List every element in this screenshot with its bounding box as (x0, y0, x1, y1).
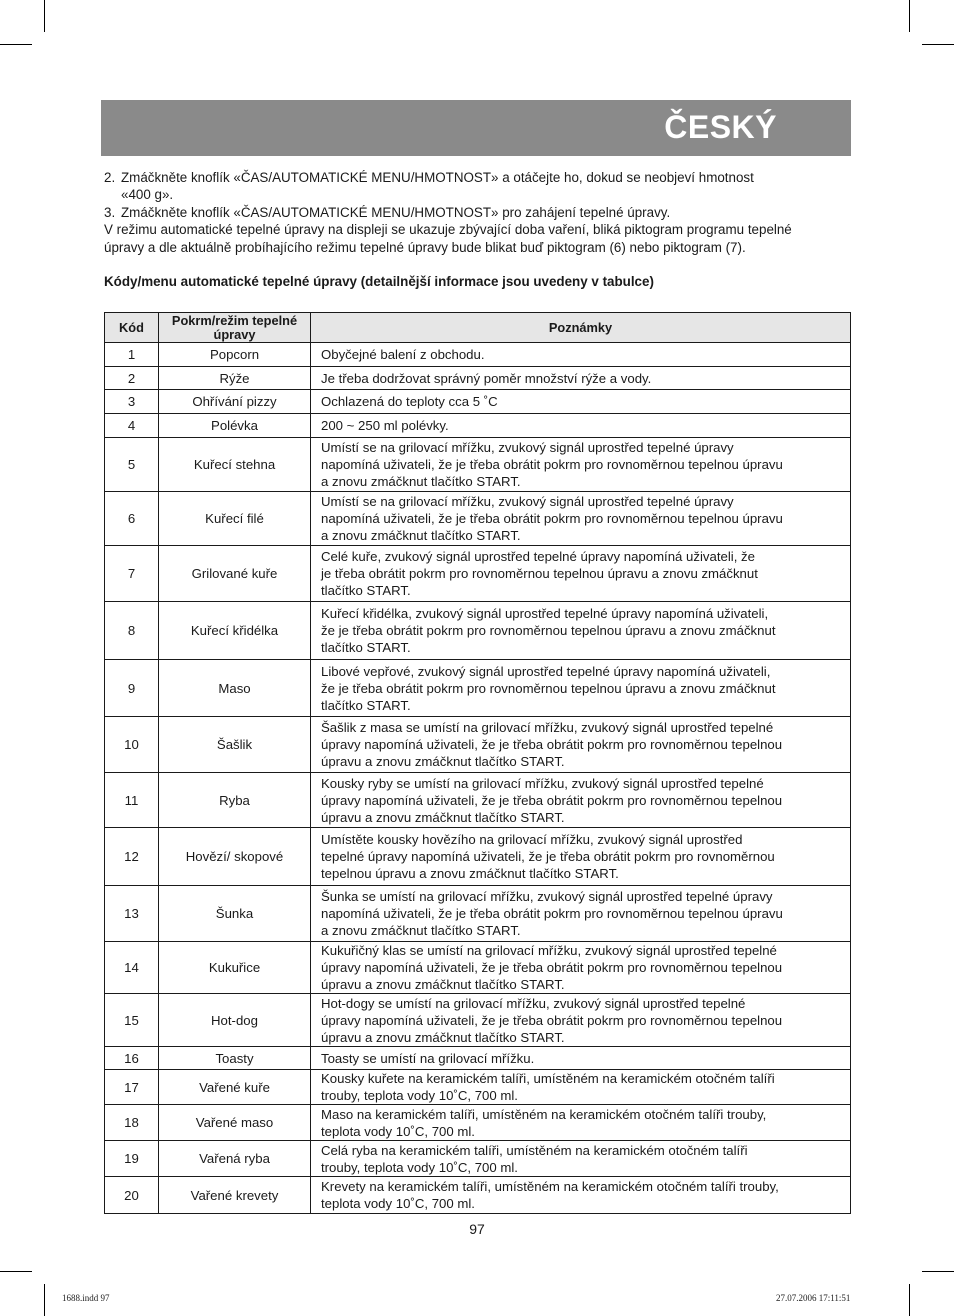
cell-dish: Popcorn (159, 343, 311, 367)
cell-note (311, 717, 851, 773)
auto-cook-table (104, 312, 851, 1214)
note-line: Celé kuře, zvukový signál uprostřed tepelné úpravy napomíná uživateli, že (321, 549, 755, 564)
note-line: úpravy napomíná uživateli, že je třeba obrátit pokrm pro rovnoměrnou tepelnou (321, 737, 783, 752)
note-line: napomíná uživateli, že je třeba obrátit pokrm pro rovnoměrnou tepelnou úpravu (321, 511, 783, 526)
cell-note (311, 1047, 851, 1070)
note-line: Libové vepřové, zvukový signál uprostřed tepelné úpravy napomíná uživateli, (321, 663, 771, 679)
table-row (105, 414, 851, 438)
note-line: Umístí se na grilovací mřížku, zvukový signál uprostřed tepelné úpravy (321, 440, 734, 455)
cell-dish: Šašlik (159, 717, 311, 773)
crop-mark (909, 0, 910, 32)
cell-note (311, 994, 851, 1047)
table-row (105, 773, 851, 828)
table-row (105, 602, 851, 660)
note-line: je třeba obrátit pokrm pro rovnoměrnou tepelnou úpravu a znovu zmáčknut (321, 566, 758, 581)
cell-note (311, 492, 851, 546)
cell-code: 7 (105, 546, 159, 602)
cell-note (311, 773, 851, 828)
note-line: Je třeba dodržovat správný poměr množství rýže a vody. (321, 370, 652, 386)
note-line: úpravy napomíná uživateli, že je třeba obrátit pokrm pro rovnoměrnou tepelnou (321, 792, 783, 808)
note-line: Hot-dogy se umístí na grilovací mřížku, zvukový signál uprostřed tepelné (321, 995, 746, 1011)
cell-dish: Kuřecí stehna (159, 438, 311, 492)
note-line: 200 ~ 250 ml polévky. (321, 418, 449, 433)
table-header-row (105, 313, 851, 343)
section-title: Kódy/menu automatické tepelné úpravy (detailnější informace jsou uvedeny v tabulce) (104, 274, 654, 289)
note-line: Maso na keramickém talíři, umístěném na keramickém otočném talíři trouby, (321, 1106, 767, 1122)
note-line: Kuřecí křidélka, zvukový signál uprostřed tepelné úpravy napomíná uživateli, (321, 606, 769, 621)
cell-code: 4 (105, 414, 159, 438)
crop-mark (44, 1284, 45, 1316)
note-line: napomíná uživateli, že je třeba obrátit pokrm pro rovnoměrnou tepelnou úpravu (321, 457, 783, 472)
cell-dish: Kukuřice (159, 942, 311, 994)
cell-dish: Grilované kuře (159, 546, 311, 602)
cell-note (311, 414, 851, 438)
note-line: Kousky ryby se umístí na grilovací mřížku, zvukový signál uprostřed tepelné (321, 775, 764, 791)
intro-text (104, 169, 854, 256)
note-line: tepelné úpravy napomíná uživateli, že je třeba obrátit pokrm pro rovnoměrnou (321, 849, 775, 864)
cell-dish: Vařené maso (159, 1105, 311, 1141)
table-row (105, 492, 851, 546)
cell-code: 20 (105, 1177, 159, 1214)
table-row (105, 886, 851, 942)
crop-mark (44, 0, 45, 32)
cell-dish: Ryba (159, 773, 311, 828)
crop-mark (0, 44, 32, 45)
cell-dish: Rýže (159, 367, 311, 390)
table-row (105, 1177, 851, 1214)
cell-code: 11 (105, 773, 159, 828)
language-header (101, 100, 851, 156)
table-row (105, 546, 851, 602)
cell-dish: Maso (159, 660, 311, 717)
note-line: Šunka se umístí na grilovací mřížku, zvukový signál uprostřed tepelné úpravy (321, 889, 773, 904)
cell-note (311, 660, 851, 717)
cell-code: 13 (105, 886, 159, 942)
note-line: Šašlik z masa se umístí na grilovací mřížku, zvukový signál uprostřed tepelné (321, 720, 774, 735)
cell-note (311, 546, 851, 602)
table-row (105, 1047, 851, 1070)
step-item (104, 204, 854, 221)
crop-mark (0, 1271, 32, 1272)
cell-note (311, 602, 851, 660)
table-row (105, 828, 851, 886)
table-row (105, 1105, 851, 1141)
note-line: tlačítko START. (321, 697, 411, 713)
cell-note (311, 1177, 851, 1214)
cell-dish: Kuřecí filé (159, 492, 311, 546)
paragraph-line: V režimu automatické tepelné úpravy na displeji se ukazuje zbývající doba vaření, bliká piktogram programu tepelné (104, 222, 792, 238)
note-line: Umístí se na grilovací mřížku, zvukový signál uprostřed tepelné úpravy (321, 494, 734, 509)
footer-file: 1688.indd 97 (62, 1293, 110, 1303)
table-row (105, 343, 851, 367)
note-line: a znovu zmáčknut tlačítko START. (321, 528, 521, 543)
cell-note (311, 942, 851, 994)
cell-note (311, 343, 851, 367)
cell-code: 1 (105, 343, 159, 367)
note-line: úpravy napomíná uživateli, že je třeba obrátit pokrm pro rovnoměrnou tepelnou (321, 960, 783, 975)
note-line: Krevety na keramickém talíři, umístěném na keramickém otočném talíři trouby, (321, 1179, 779, 1194)
note-line: napomíná uživateli, že je třeba obrátit pokrm pro rovnoměrnou tepelnou úpravu (321, 906, 783, 921)
cell-note (311, 390, 851, 414)
cell-note (311, 828, 851, 886)
note-line: teplota vody 10˚C, 700 ml. (321, 1123, 475, 1139)
cell-note (311, 886, 851, 942)
cell-code: 14 (105, 942, 159, 994)
cell-note (311, 1141, 851, 1177)
table-row (105, 660, 851, 717)
note-line: úpravu a znovu zmáčknut tlačítko START. (321, 809, 565, 825)
table-row (105, 1070, 851, 1105)
cell-code: 12 (105, 828, 159, 886)
note-line: úpravu a znovu zmáčknut tlačítko START. (321, 1029, 565, 1045)
note-line: úpravu a znovu zmáčknut tlačítko START. (321, 754, 565, 769)
note-line: úpravu a znovu zmáčknut tlačítko START. (321, 977, 565, 992)
cell-code: 18 (105, 1105, 159, 1141)
cell-code: 19 (105, 1141, 159, 1177)
header-code: Kód (105, 313, 159, 343)
cell-dish: Toasty (159, 1047, 311, 1070)
header-notes: Poznámky (311, 313, 851, 343)
cell-code: 17 (105, 1070, 159, 1105)
step-text: Zmáčkněte knoflík «ČAS/AUTOMATICKÉ MENU/HMOTNOST» a otáčejte ho, dokud se neobjeví hmotnost (121, 170, 754, 185)
cell-dish: Polévka (159, 414, 311, 438)
cell-dish: Vařené kuře (159, 1070, 311, 1105)
cell-dish: Hovězí/ skopové (159, 828, 311, 886)
header-dish: Pokrm/režim tepelné úpravy (159, 313, 311, 343)
note-line: trouby, teplota vody 10˚C, 700 ml. (321, 1088, 518, 1103)
cell-note (311, 438, 851, 492)
footer-datetime: 27.07.2006 17:11:51 (776, 1293, 851, 1303)
cell-code: 5 (105, 438, 159, 492)
cell-dish: Ohřívání pizzy (159, 390, 311, 414)
cell-note (311, 367, 851, 390)
table-row (105, 390, 851, 414)
cell-code: 15 (105, 994, 159, 1047)
note-line: Celá ryba na keramickém talíři, umístěném na keramickém otočném talíři (321, 1142, 748, 1158)
cell-dish: Vařené krevety (159, 1177, 311, 1214)
cell-dish: Šunka (159, 886, 311, 942)
table-row (105, 1141, 851, 1177)
note-line: že je třeba obrátit pokrm pro rovnoměrnou tepelnou úpravu a znovu zmáčknut (321, 623, 776, 638)
note-line: úpravy napomíná uživateli, že je třeba obrátit pokrm pro rovnoměrnou tepelnou (321, 1012, 783, 1028)
step-text-continued: «400 g». (121, 187, 174, 203)
language-title: ČESKÝ (664, 109, 777, 145)
page-number: 97 (469, 1221, 485, 1237)
table-row (105, 438, 851, 492)
cell-note (311, 1105, 851, 1141)
table-row (105, 717, 851, 773)
note-line: Toasty se umístí na grilovací mřížku. (321, 1050, 535, 1066)
cell-code: 10 (105, 717, 159, 773)
note-line: tepelnou úpravu a znovu zmáčknut tlačítko START. (321, 866, 619, 881)
cell-code: 6 (105, 492, 159, 546)
step-text: Zmáčkněte knoflík «ČAS/AUTOMATICKÉ MENU/HMOTNOST» pro zahájení tepelné úpravy. (121, 204, 671, 220)
cell-code: 8 (105, 602, 159, 660)
cell-code: 2 (105, 367, 159, 390)
note-line: Ochlazená do teploty cca 5 ˚C (321, 394, 498, 409)
cell-dish: Hot-dog (159, 994, 311, 1047)
crop-mark (909, 1284, 910, 1316)
crop-mark (922, 1271, 954, 1272)
note-line: že je třeba obrátit pokrm pro rovnoměrnou tepelnou úpravu a znovu zmáčknut (321, 680, 776, 696)
note-line: Kousky kuřete na keramickém talíři, umístěném na keramickém otočném talíři (321, 1071, 775, 1086)
cell-note (311, 1070, 851, 1105)
step-number: 2. (104, 170, 116, 185)
note-line: trouby, teplota vody 10˚C, 700 ml. (321, 1159, 518, 1175)
note-line: tlačítko START. (321, 640, 411, 655)
step-number: 3. (104, 204, 116, 220)
table-row (105, 942, 851, 994)
cell-dish: Vařená ryba (159, 1141, 311, 1177)
note-line: teplota vody 10˚C, 700 ml. (321, 1196, 475, 1211)
note-line: tlačítko START. (321, 583, 411, 598)
cell-code: 3 (105, 390, 159, 414)
note-line: Umístěte kousky hovězího na grilovací mřížku, zvukový signál uprostřed (321, 832, 743, 847)
cell-dish: Kuřecí křidélka (159, 602, 311, 660)
table-row (105, 994, 851, 1047)
note-line: a znovu zmáčknut tlačítko START. (321, 923, 521, 938)
table-row (105, 367, 851, 390)
note-line: a znovu zmáčknut tlačítko START. (321, 474, 521, 489)
note-line: Obyčejné balení z obchodu. (321, 347, 485, 362)
step-item (104, 169, 854, 186)
paragraph-line: úpravy a dle aktuálně probíhajícího režimu tepelné úpravy bude blikat buď piktogram (6) nebo piktogram (7). (104, 239, 746, 255)
cell-code: 16 (105, 1047, 159, 1070)
cell-code: 9 (105, 660, 159, 717)
note-line: Kukuřičný klas se umístí na grilovací mřížku, zvukový signál uprostřed tepelné (321, 943, 777, 958)
crop-mark (922, 44, 954, 45)
